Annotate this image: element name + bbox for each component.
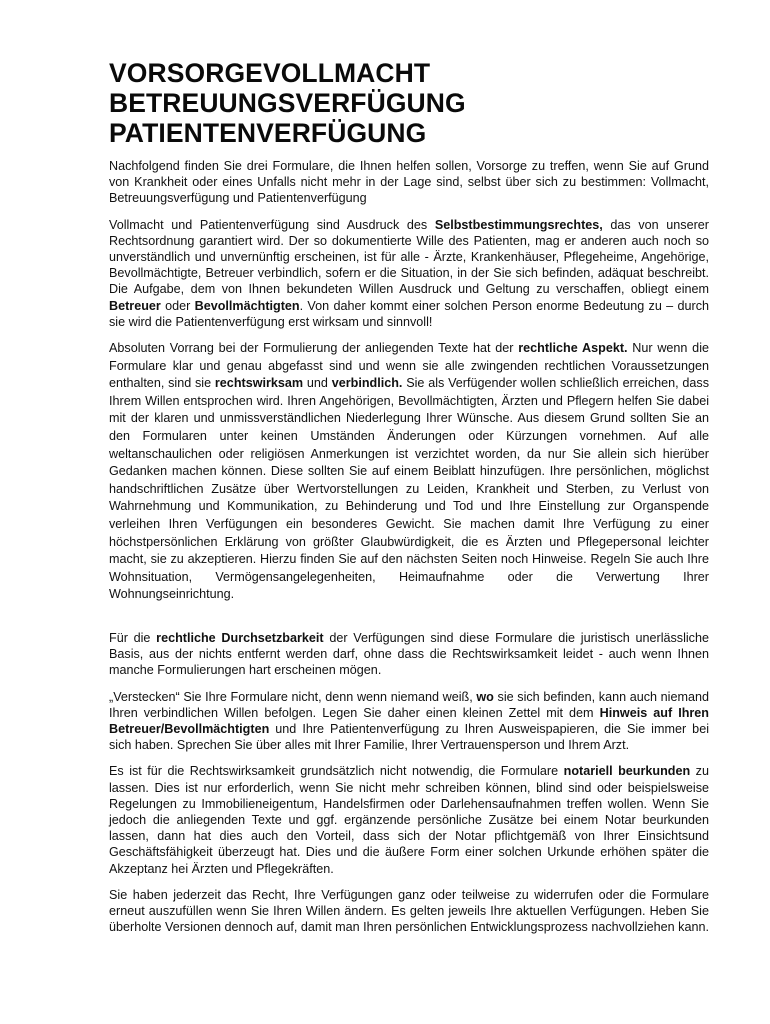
text: sie sich befinden, kann auch niemand Ihren verbindlichen Willen befolgen. Legen Sie daher einen kleinen Zettel mit dem — [109, 689, 709, 720]
text: Nur wenn die Formulare klar und genau abgefasst sind und wenn sie alle zwingenden rechtlichen Voraussetzungen enthalten, sind sie — [109, 341, 709, 391]
document-title — [109, 58, 709, 148]
text: Vollmacht und Patientenverfügung sind Ausdruck des — [109, 217, 435, 232]
title-line-3: PATIENTENVERFÜGUNG — [109, 118, 427, 148]
intro-paragraph: Nachfolgend finden Sie drei Formulare, die Ihnen helfen sollen, Vorsorge zu treffen, wenn Sie auf Grund von Krankheit oder eines Unfalls nicht mehr in der Lage sind, selbst über sich zu bestimmen: Vollmacht, Betreuungsverfügung und Patientenverfügung — [109, 159, 709, 206]
text: „Verstecken“ Sie Ihre Formulare nicht, denn wenn niemand weiß, — [109, 689, 477, 704]
notary-paragraph — [109, 763, 709, 876]
text: und — [303, 376, 332, 391]
bold-term: Hinweis auf Ihren Betreuer/Bevollmächtigten — [109, 705, 709, 736]
title-line-1: VORSORGEVOLLMACHT — [109, 58, 431, 88]
document-page — [109, 58, 709, 935]
text: Absoluten Vorrang bei der Formulierung der anliegenden Texte hat der — [109, 341, 519, 356]
bold-term: verbindlich. — [331, 376, 403, 391]
bold-term: Betreuer — [109, 298, 161, 313]
text: der Verfügungen sind diese Formulare die juristisch unerlässliche Basis, aus der nichts entfernt werden darf, ohne dass die Rechtswirksamkeit leidet - auch wenn Ihnen manche Formulierungen hart erscheinen mögen. — [109, 630, 709, 678]
revocation-paragraph: Sie haben jederzeit das Recht, Ihre Verfügungen ganz oder teilweise zu widerrufen oder die Formulare erneut auszufüllen wenn Sie Ihren Willen ändern. Es gelten jeweils Ihre aktuellen Verfügungen. Heben Sie überholte Versionen dennoch auf, damit man Ihren persönlichen Entwicklungsprozess nachvollziehen kann. — [109, 887, 709, 935]
title-line-2: BETREUUNGSVERFÜGUNG — [109, 88, 466, 118]
text: und Ihre Patientenverfügung zu Ihren Ausweispapieren, die Sie immer bei sich haben. Sprechen Sie über alles mit Ihrer Familie, Ihrer Vertrauensperson und Ihrem Arzt. — [109, 721, 709, 753]
bold-term: rechtliche Aspekt. — [518, 341, 628, 356]
bold-term: Bevollmächtigten — [194, 298, 300, 313]
self-determination-paragraph — [109, 217, 709, 330]
text: oder — [160, 298, 195, 313]
text: Für die — [109, 630, 157, 645]
text: Es ist für die Rechtswirksamkeit grundsätzlich nicht notwendig, die Formulare — [109, 764, 564, 779]
text: . Von daher kommt einer solchen Person enorme Bedeutung zu – durch sie wird die Patientenverfügung erst wirksam und sinnvoll! — [109, 298, 709, 329]
storage-paragraph — [109, 689, 709, 754]
bold-term: rechtliche Durchsetzbarkeit — [156, 630, 324, 645]
text: zu lassen. Dies ist nur erforderlich, wenn Sie nicht mehr schreiben können, blind sind oder beispielsweise Regelungen zu Immobilieneigentum, Handelsfirmen oder Darlehensaufnahmen treffen wollen. Wenn Sie jedoch die anliegenden Texte und ggf. ergänzende persönliche Zusätze bei einem Notar beurkunden lassen, dann hat dies auch den Vorteil, dass sich der Notar pflichtgemäß von Ihrer Einsichtsund Geschäftsfähigkeit überzeugt hat. Dies und die äußere Form einer solchen Urkunde erhöhen später die Akzeptanz hei Ärzten und Pflegekräften. — [109, 764, 709, 876]
enforceability-paragraph — [109, 630, 709, 679]
bold-term: rechtswirksam — [214, 376, 304, 391]
text: das von unserer Rechtsordnung garantiert wird. Der so dokumentierte Wille des Patienten, mag er anderen auch noch so unverständlich und unvernünftig erscheinen, ist für alle - Ärzte, Krankenhäuser, Pflegeheime, Angehörige, Bevollmächtigte, Betreuer verbindlich, sofern er die Situation, in der Sie sich befinden, adäquat beschreibt. Die Aufgabe, dem von Ihnen bekundeten Willen Ausdruck und Geltung zu verschaffen, obliegt einem — [109, 217, 709, 297]
bold-term: Selbstbestimmungsrechtes, — [434, 217, 603, 232]
legal-aspect-paragraph — [109, 340, 709, 604]
bold-term: notariell beurkunden — [563, 764, 691, 779]
text: Sie als Verfügender wollen schließlich erreichen, dass Ihrem Willen entsprochen wird. Ihren Angehörigen, Bevollmächtigten, Ärzten und Pflegern helfen Sie dabei mit der klaren und unmissverständlichen Niederlegung Ihrer Wünsche. Aus diesem Grund sollten Sie an den Formularen unter keinen Umständen Änderungen oder Kürzungen vornehmen. Auf alle weltanschaulichen oder religiösen Anmerkungen ist verzichtet worden, da nur Sie allein sich hierüber Gedanken machen können. Diese sollten Sie auf einem Beiblatt hinzufügen. Ihre persönlichen, möglichst handschriftlichen Zusätze über Wertvorstellungen zu Leiden, Krankheit und Sterben, zu Verlust von Wahrnehmung und Kommunikation, zu Behinderung und Tod und Ihre Einstellung zur Organspende verleihen Ihren Verfügungen ein besonderes Gewicht. Sie machen damit Ihre Verfügung zu einer höchstpersönlichen Erklärung von größter Glaubwürdigkeit, die es Ärzten und Pflegepersonal leichter macht, sie zu akzeptieren. Hierzu finden Sie auf den nächsten Seiten noch Hinweise. Regeln Sie auch Ihre Wohnsituation, Vermögensangelegenheiten, Heimaufnahme oder die Verwertung Ihrer Wohnungseinrichtung. — [109, 376, 709, 602]
bold-term: wo — [476, 689, 494, 704]
